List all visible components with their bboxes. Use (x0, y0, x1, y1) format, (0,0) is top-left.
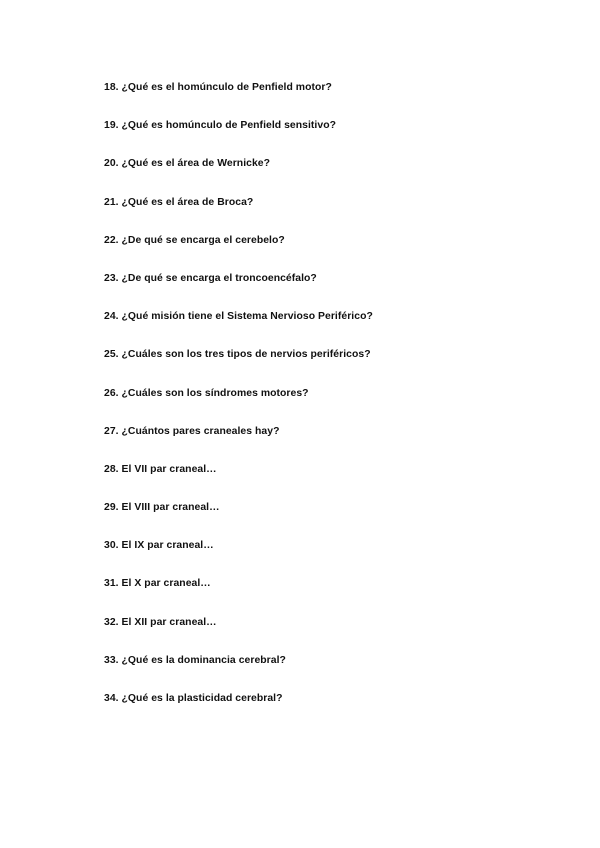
question-28: 28. El VII par craneal… (104, 463, 217, 475)
question-30: 30. El IX par craneal… (104, 540, 214, 552)
question-26: 26. ¿Cuáles son los síndromes motores? (104, 387, 309, 399)
question-list (104, 80, 373, 729)
question-25: 25. ¿Cuáles son los tres tipos de nervios periféricos? (104, 349, 371, 361)
question-31: 31. El X par craneal… (104, 578, 211, 590)
question-24: 24. ¿Qué misión tiene el Sistema Nervioso Periférico? (104, 311, 373, 323)
question-29: 29. El VIII par craneal… (104, 502, 220, 514)
question-18: 18. ¿Qué es el homúnculo de Penfield motor? (104, 82, 332, 93)
question-19: 19. ¿Qué es homúnculo de Penfield sensitivo? (104, 120, 336, 132)
question-22: 22. ¿De qué se encarga el cerebelo? (104, 234, 285, 246)
question-23: 23. ¿De qué se encarga el troncoencéfalo? (104, 272, 317, 284)
question-21: 21. ¿Qué es el área de Broca? (104, 196, 254, 208)
question-34: 34. ¿Qué es la plasticidad cerebral? (104, 693, 283, 704)
question-32: 32. El XII par craneal… (104, 616, 217, 628)
question-33: 33. ¿Qué es la dominancia cerebral? (104, 654, 286, 666)
question-20: 20. ¿Qué es el área de Wernicke? (104, 158, 271, 170)
question-27: 27. ¿Cuántos pares craneales hay? (104, 425, 280, 437)
